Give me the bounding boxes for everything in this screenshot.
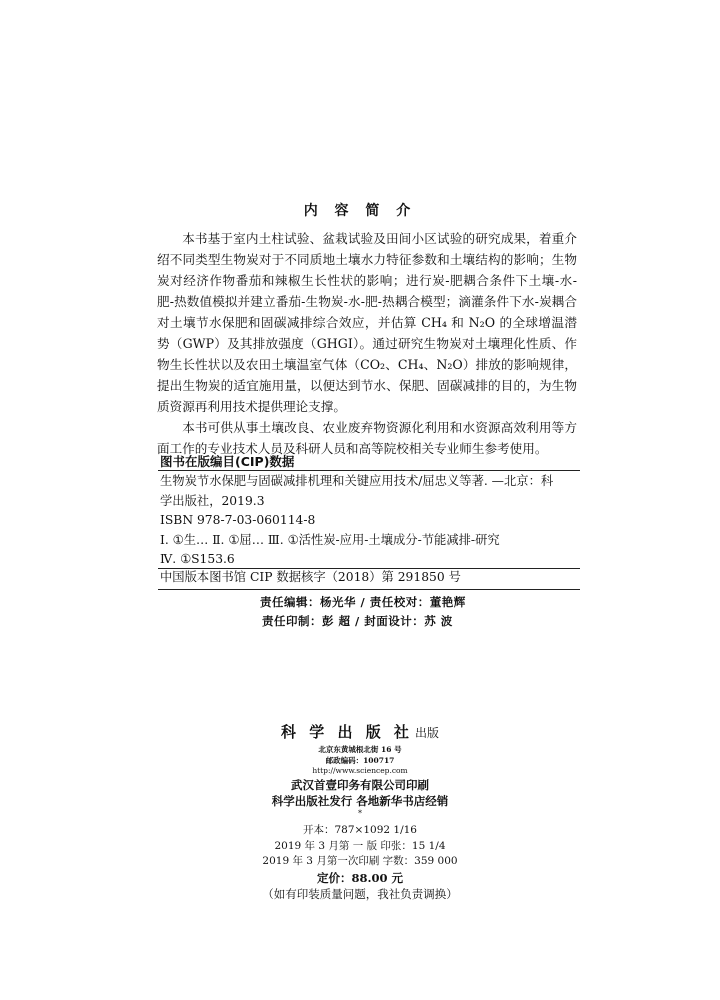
publisher-postcode: 邮政编码：100717 [325, 756, 395, 765]
cip-title: 图书在版编目(CIP)数据 [160, 454, 295, 469]
cip-classification-line-1: Ⅰ. ①生… Ⅱ. ①屈… Ⅲ. ①活性炭-应用-土壤成分-节能减排-研究 [160, 532, 500, 547]
edition-line: 2019 年 3 月第 一 版 印张：15 1/4 [274, 840, 446, 852]
summary-title: 内 容 简 介 [303, 203, 417, 219]
cip-data-number: 中国版本图书馆 CIP 数据核字（2018）第 291850 号 [160, 570, 461, 584]
summary-text [157, 228, 577, 459]
printer-line: 武汉首壹印务有限公司印刷 [291, 778, 429, 792]
price-line: 定价：88.00 元 [316, 871, 403, 885]
summary-paragraph-2: 本书可供从事土壤改良、农业废弃物资源化利用和水资源高效利用等方面工作的专业技术人员及科研人员和高等院校相关专业师生参考使用。 [157, 420, 577, 456]
cip-entry-line-2: 学出版社，2019.3 [160, 493, 265, 508]
cip-divider-2 [158, 589, 580, 590]
cip-entry-line-1: 生物炭节水保肥与固碳减排机理和关键应用技术/屈忠义等著. —北京：科 [160, 474, 554, 488]
publisher-heading [0, 721, 720, 742]
quality-notice: （如有印装质量问题，我社负责调换） [262, 887, 458, 901]
separator-star: * [358, 809, 362, 818]
cip-top-rule [158, 470, 580, 471]
format-line: 开本：787×1092 1/16 [303, 824, 417, 836]
publisher-suffix: 出版 [414, 726, 439, 740]
cip-data-number-block [160, 568, 578, 588]
summary-paragraph-1: 本书基于室内土柱试验、盆栽试验及田间小区试验的研究成果，着重介绍不同类型生物炭对于不同质地土壤水力特征参数和土壤结构的影响；生物炭对经济作物番茄和辣椒生长性状的影响；进行炭-肥耦合条件下土壤-水-肥-热数值模拟并建立番茄-生物炭-水-肥-热耦合模型；滴灌条件下水-炭耦合对土壤节水保肥和固碳减排综合效应，并估算 CH₄ 和 N₂O 的全球增温潜势（GWP）及其排放强度（GHGI）。通过研究生物炭对土壤理化性质、作物生长性状以及农田土壤温室气体（CO₂、CH₄、N₂O）排放的影响规律，提出生物炭的适宜施用量，以便达到节水、保肥、固碳减排的目的，为生物质资源再利用技术提供理论支撑。 [157, 231, 577, 414]
credits-line-2: 责任印制：彭 超 / 封面设计：苏 波 [262, 614, 453, 628]
credits-line-1: 责任编辑：杨光华 / 责任校对：董艳辉 [260, 595, 466, 609]
publisher-website: http://www.sciencep.com [312, 766, 408, 775]
distribution-line: 科学出版社发行 各地新华书店经销 [271, 794, 449, 808]
printing-line: 2019 年 3 月第一次印刷 字数：359 000 [262, 855, 458, 867]
cip-block [160, 472, 578, 570]
cip-isbn: ISBN 978-7-03-060114-8 [160, 513, 316, 527]
cip-classification-line-2: Ⅳ. ①S153.6 [160, 552, 235, 566]
publisher-address: 北京东黄城根北街 16 号 [318, 745, 402, 754]
publisher-name: 科 学 出 版 社 [281, 723, 413, 741]
